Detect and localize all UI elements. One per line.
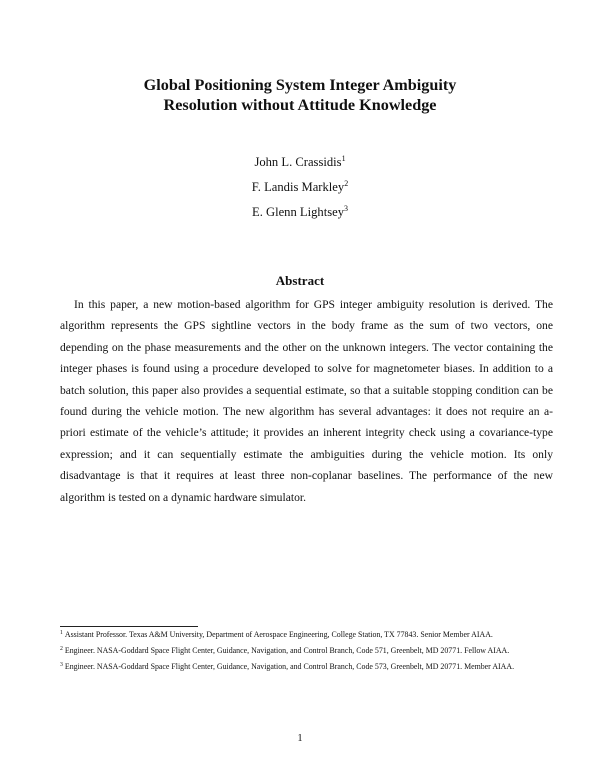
author	[0, 150, 600, 175]
abstract-heading: Abstract	[275, 273, 325, 288]
abstract-line: In this paper, a new motion-based algorithm for GPS integer ambiguity resolution is derived. The	[74, 298, 553, 311]
footnote-text: Assistant Professor. Texas A&M University, Department of Aerospace Engineering, College Station, TX 77843. Senior Member AIAA.	[64, 630, 493, 639]
footnote-number: 2	[60, 646, 63, 652]
title-line-2: Resolution without Attitude Knowledge	[163, 96, 437, 114]
footnote	[60, 645, 553, 656]
footnote-text: Engineer. NASA-Goddard Space Flight Center, Guidance, Navigation, and Control Branch, Code 571, Greenbelt, MD 20771. Fellow AIAA.	[64, 646, 510, 655]
abstract-line: expression; and it can sequentially estimate the ambiguities during the vehicle motion. Its only	[60, 447, 553, 461]
abstract-line: priori estimate of the vehicle’s attitude; it provides an inherent integrity check using a covariance-type	[60, 426, 553, 440]
page-number: 1	[297, 733, 303, 744]
footnote	[60, 629, 553, 640]
abstract-line: algorithm represents the GPS sightline vectors in the body frame as the sum of two vectors, one	[60, 319, 553, 333]
author-list	[0, 150, 600, 225]
footnote-marker: 2	[344, 179, 349, 188]
abstract-line: integer phases is found using a procedure developed to solve for magnetometer biases. In addition to a	[60, 362, 553, 376]
abstract-line: depending on the phase measurements and the other on the unknown integers. The vector containing the	[60, 340, 553, 354]
abstract-body	[60, 294, 553, 508]
footnote-separator	[60, 626, 198, 627]
author-name: F. Landis Markley	[251, 180, 345, 194]
paper-title	[0, 75, 600, 115]
footnote	[60, 661, 553, 672]
title-line-1: Global Positioning System Integer Ambiguity	[143, 76, 457, 94]
footnotes	[60, 629, 553, 677]
abstract-line: batch solution, this paper also provides a sequential estimate, so that a suitable stopping condition can be	[60, 383, 553, 397]
footnote-number: 1	[60, 630, 63, 636]
abstract-line: disadvantage is that it requires at least three non-coplanar baselines. The performance of the new	[60, 469, 553, 483]
footnote-marker: 1	[341, 154, 346, 163]
footnote-text: Engineer. NASA-Goddard Space Flight Center, Guidance, Navigation, and Control Branch, Code 573, Greenbelt, MD 20771. Member AIAA.	[64, 662, 515, 671]
abstract-line: found during the vehicle motion. The new algorithm has several advantages: it does not require an a-	[60, 404, 553, 418]
author-name: John L. Crassidis	[254, 155, 342, 169]
author	[0, 175, 600, 200]
author-name: E. Glenn Lightsey	[252, 205, 344, 219]
footnote-marker: 3	[344, 204, 348, 213]
footnote-number: 3	[60, 662, 63, 668]
abstract-line: algorithm is tested on a dynamic hardware simulator.	[60, 490, 306, 504]
author	[0, 200, 600, 225]
